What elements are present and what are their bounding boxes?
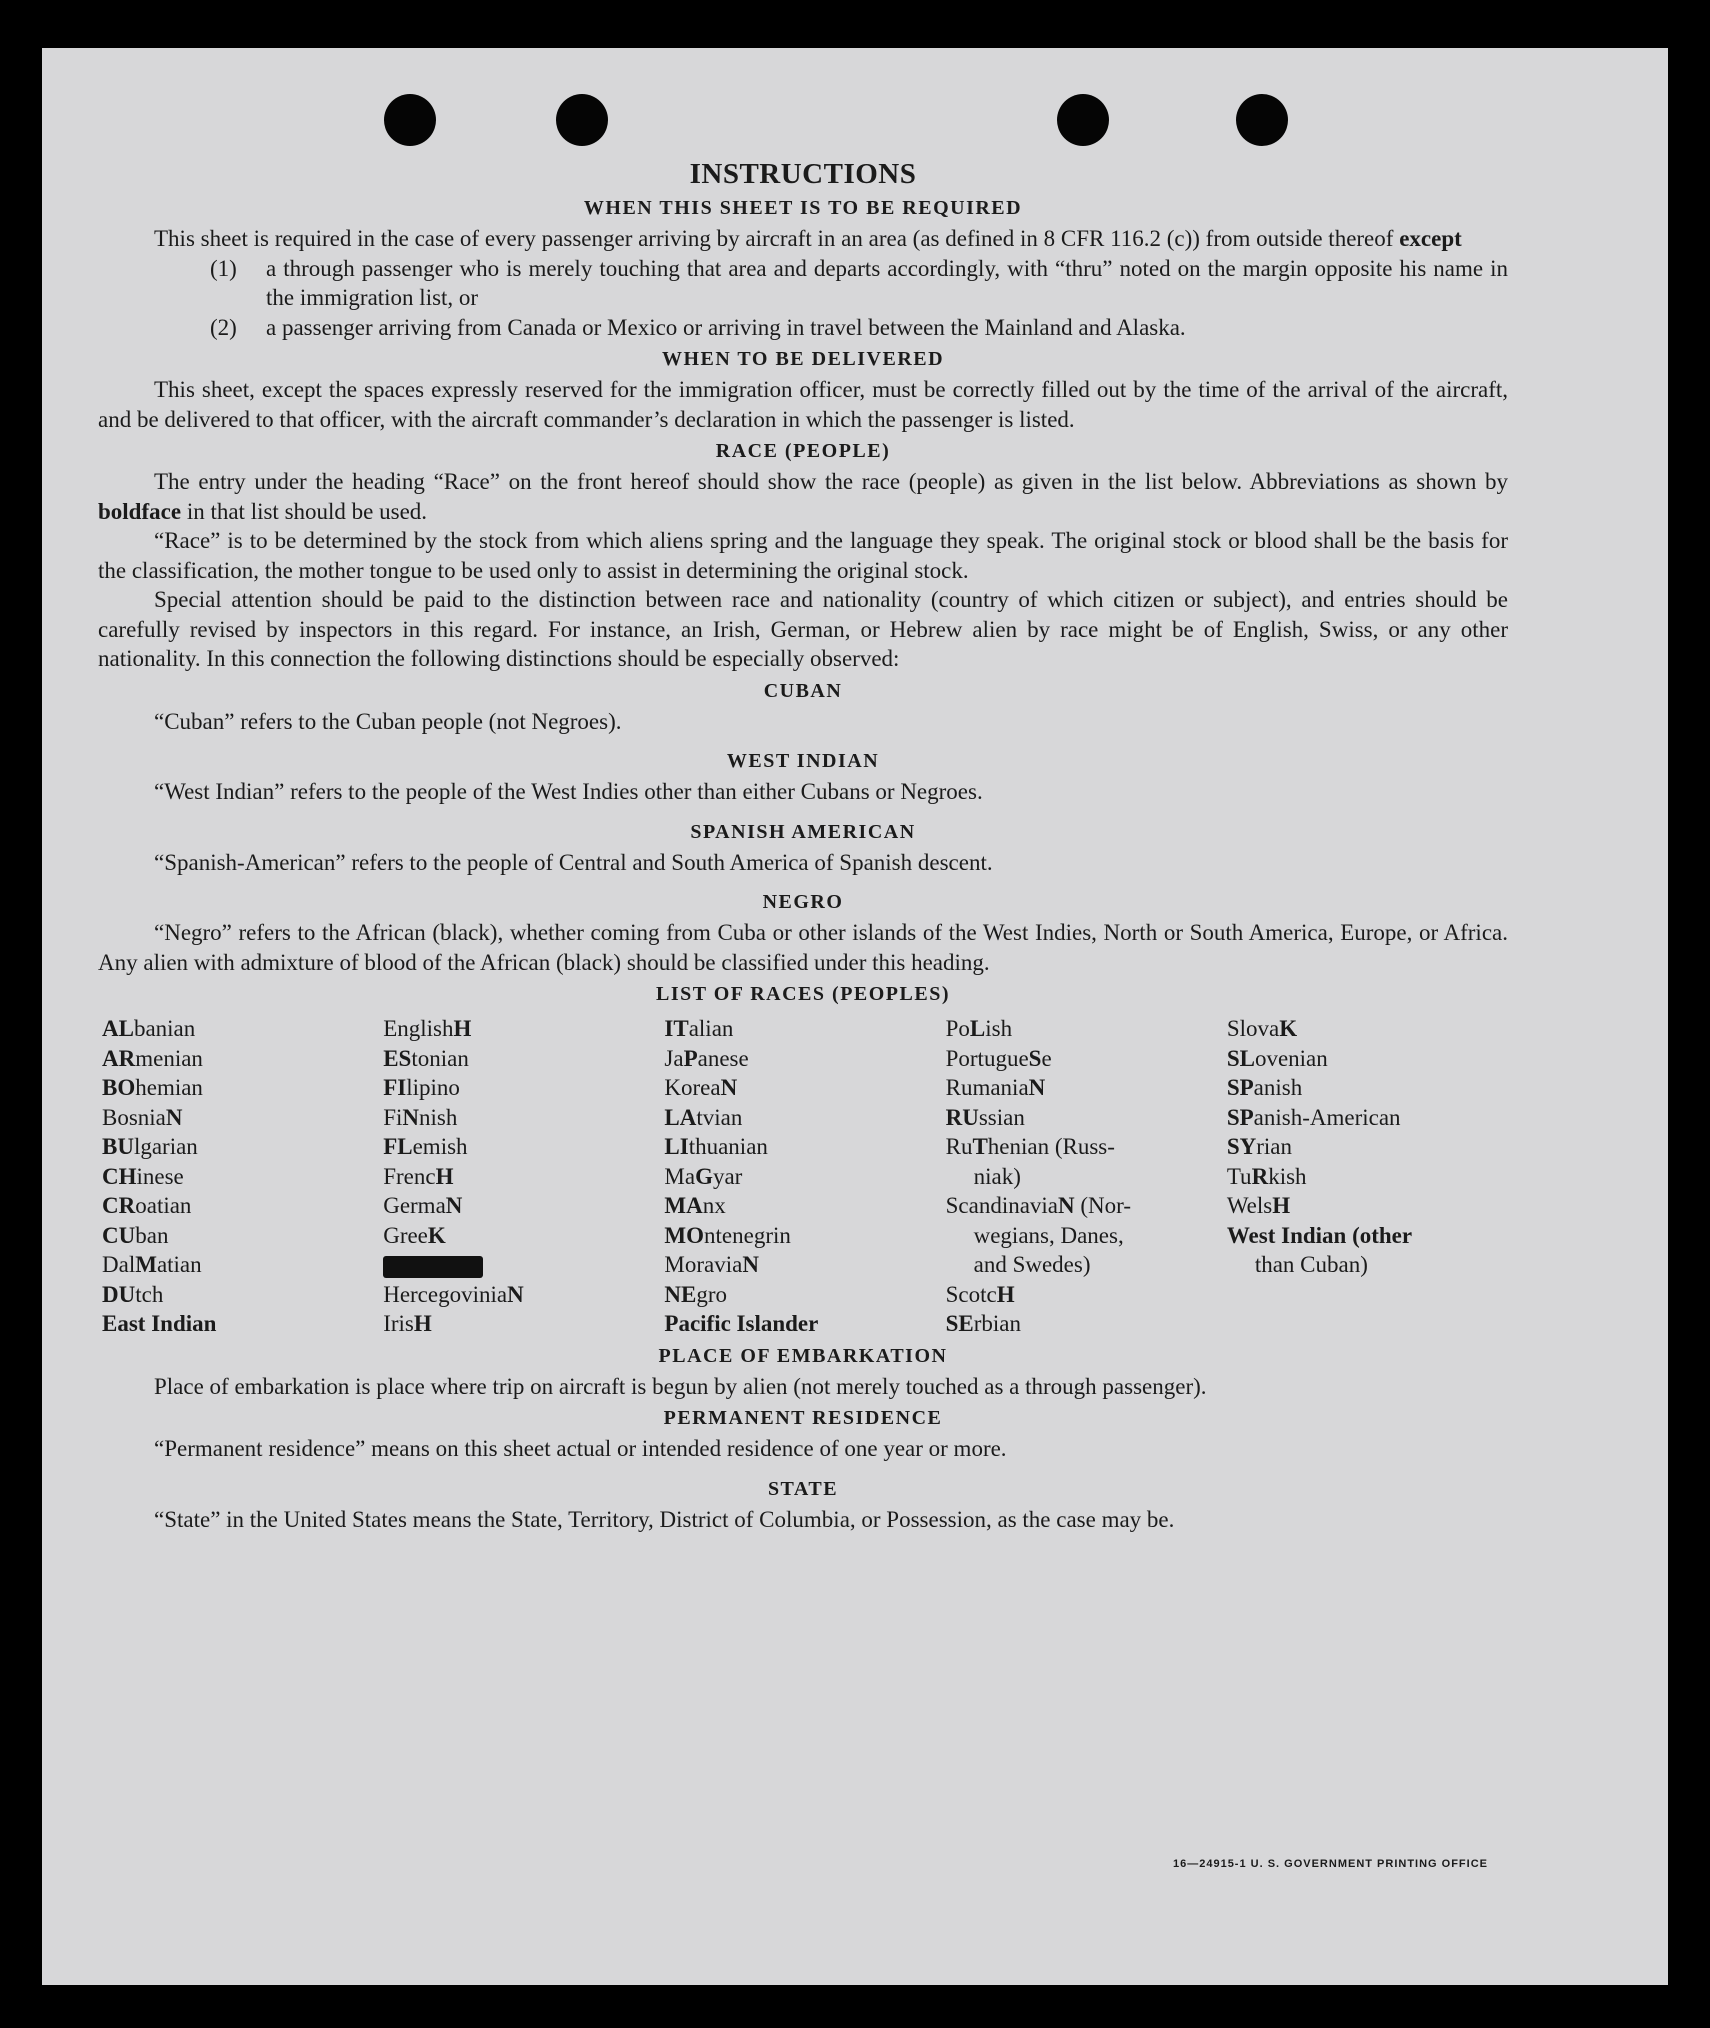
race-entry: MoraviaN <box>664 1252 759 1277</box>
race-entry: IrisH <box>383 1311 432 1336</box>
race-entry-continuation: than Cuban) <box>1254 1252 1368 1277</box>
races-column <box>383 1014 664 1339</box>
race-entry: WelsH <box>1226 1193 1291 1218</box>
race-entry: LAtvian <box>664 1104 743 1130</box>
heading-embarkation: PLACE OF EMBARKATION <box>658 1344 948 1367</box>
race-entry: RumaniaN <box>945 1075 1046 1100</box>
races-list <box>102 1014 1508 1339</box>
races-column <box>946 1014 1227 1339</box>
race-entry: FIlipino <box>383 1075 460 1100</box>
heading-cuban: CUBAN <box>763 679 843 702</box>
race-entry: FLemish <box>383 1134 468 1159</box>
race-entry: HercegoviniaN <box>383 1281 524 1307</box>
race-entry: ALbanian <box>102 1016 196 1041</box>
race-entry: RUssian <box>945 1104 1025 1130</box>
race-entry: NEgro <box>664 1281 728 1307</box>
required-item: (1) a through passenger who is merely touching that area and departs accordingly, with “thru” noted on the margin opposite his name in the immigration list, or <box>210 255 1508 310</box>
race-entry: JaPanese <box>664 1045 749 1071</box>
punch-hole <box>556 94 608 146</box>
race-entry: DalMatian <box>102 1252 202 1277</box>
race-entry: West Indian (other <box>1226 1222 1413 1248</box>
race-paragraph-1: The entry under the heading “Race” on the front hereof should show the race (people) as given in the list below. Abbreviations as shown by boldface in that list should be used. <box>98 469 1508 524</box>
printing-office-code: 16—24915-1 U. S. GOVERNMENT PRINTING OFFICE <box>1172 1858 1488 1870</box>
spanish-american-text: “Spanish-American” refers to the people of Central and South America of Spanish descent. <box>154 849 993 875</box>
negro-text: “Negro” refers to the African (black), whether coming from Cuba or other islands of the West Indies, North or South America, Europe, or Africa. Any alien with admixture of blood of the African (black) should be classified under this heading. <box>98 920 1508 975</box>
race-entry: BUlgarian <box>102 1134 198 1159</box>
races-column <box>1227 1014 1508 1339</box>
race-entry: FiNnish <box>383 1104 458 1130</box>
heading-race: RACE (PEOPLE) <box>715 440 891 462</box>
form-sheet <box>42 48 1668 1985</box>
heading-list-of-races: LIST OF RACES (PEOPLES) <box>655 983 950 1005</box>
heading-spanish-american: SPANISH AMERICAN <box>690 820 916 843</box>
race-entry-continuation: and Swedes) <box>973 1252 1091 1277</box>
race-entry: BOhemian <box>102 1075 203 1100</box>
race-entry: SErbian <box>945 1311 1022 1336</box>
race-entry: TuRkish <box>1226 1163 1307 1189</box>
heading-negro: NEGRO <box>762 891 844 913</box>
race-entry: ITalian <box>664 1016 734 1041</box>
race-entry: EStonian <box>383 1045 469 1071</box>
heading-west-indian: WEST INDIAN <box>726 750 880 772</box>
west-indian-text: “West Indian” refers to the people of the West Indies other than either Cubans or Negroes. <box>154 779 983 804</box>
punch-hole <box>384 94 436 146</box>
race-entry <box>383 1250 664 1280</box>
page-title: INSTRUCTIONS <box>689 158 917 190</box>
residence-text: “Permanent residence” means on this sheet actual or intended residence of one year or more. <box>154 1436 1007 1461</box>
race-entry: BosniaN <box>102 1104 183 1130</box>
race-entry: GreeK <box>383 1222 446 1248</box>
required-intro: This sheet is required in the case of every passenger arriving by aircraft in an area (as defined in 8 CFR 116.2 (c)) from outside thereof except <box>154 226 1462 251</box>
race-entry: CUban <box>102 1222 169 1248</box>
embarkation-text: Place of embarkation is place where trip on aircraft is begun by alien (not merely touched as a through passenger). <box>154 1373 1207 1399</box>
redacted-entry <box>383 1256 483 1278</box>
race-entry: Pacific Islander <box>664 1311 819 1336</box>
required-item: (2) a passenger arriving from Canada or Mexico or arriving in travel between the Mainland and Alaska. <box>210 314 1186 340</box>
race-entry-continuation: niak) <box>973 1163 1021 1189</box>
races-column <box>664 1014 945 1339</box>
delivered-text: This sheet, except the spaces expressly reserved for the immigration officer, must be correctly filled out by the time of the arrival of the aircraft, and be delivered to that officer, with the aircraft commander’s declaration in which the passenger is listed. <box>98 377 1508 432</box>
race-entry: LIthuanian <box>664 1134 768 1159</box>
race-entry: MOntenegrin <box>664 1222 791 1248</box>
race-entry: MaGyar <box>664 1163 743 1189</box>
race-entry: DUtch <box>102 1281 164 1307</box>
instructions-body <box>98 158 1508 1534</box>
race-entry: PortugueSe <box>945 1045 1052 1071</box>
race-entry-continuation: wegians, Danes, <box>973 1222 1124 1248</box>
race-entry: FrencH <box>383 1163 454 1189</box>
race-entry: SYrian <box>1226 1134 1292 1159</box>
heading-required: WHEN THIS SHEET IS TO BE REQUIRED <box>583 197 1023 219</box>
race-entry: SlovaK <box>1226 1016 1298 1041</box>
punch-hole <box>1057 94 1109 146</box>
heading-state: STATE <box>767 1477 839 1500</box>
race-entry: CHinese <box>102 1163 184 1189</box>
race-entry: East Indian <box>102 1311 217 1336</box>
race-entry: GermaN <box>383 1193 463 1218</box>
race-paragraph-3: Special attention should be paid to the distinction between race and nationality (country of which citizen or subject), and entries should be carefully revised by inspectors in this regard. For instance, an Irish, German, or Hebrew alien by race might be of English, Swiss, or any other nationality. In this connection the following distinctions should be especially observed: <box>98 587 1508 671</box>
race-entry: SPanish-American <box>1226 1104 1401 1130</box>
race-entry: CRoatian <box>102 1193 192 1218</box>
heading-residence: PERMANENT RESIDENCE <box>663 1407 943 1429</box>
race-entry: MAnx <box>664 1193 726 1218</box>
punch-hole <box>1236 94 1288 146</box>
race-paragraph-2: “Race” is to be determined by the stock from which aliens spring and the language they speak. The original stock or blood shall be the basis for the classification, the mother tongue to be used only to assist in determining the original stock. <box>98 528 1508 583</box>
race-entry: SLovenian <box>1226 1045 1328 1071</box>
race-entry: PoLish <box>945 1016 1013 1041</box>
race-entry: SPanish <box>1226 1075 1303 1100</box>
race-entry: ScandinaviaN (Nor- <box>945 1193 1132 1218</box>
race-entry: ScotcH <box>945 1281 1015 1307</box>
race-entry: ARmenian <box>102 1045 203 1071</box>
state-text: “State” in the United States means the State, Territory, District of Columbia, or Possession, as the case may be. <box>154 1506 1175 1532</box>
race-entry: EnglishH <box>383 1016 472 1041</box>
heading-delivered: WHEN TO BE DELIVERED <box>661 348 945 370</box>
races-column <box>102 1014 383 1339</box>
race-entry: KoreaN <box>664 1075 738 1100</box>
race-entry: RuThenian (Russ- <box>945 1134 1115 1159</box>
cuban-text: “Cuban” refers to the Cuban people (not Negroes). <box>154 708 622 734</box>
